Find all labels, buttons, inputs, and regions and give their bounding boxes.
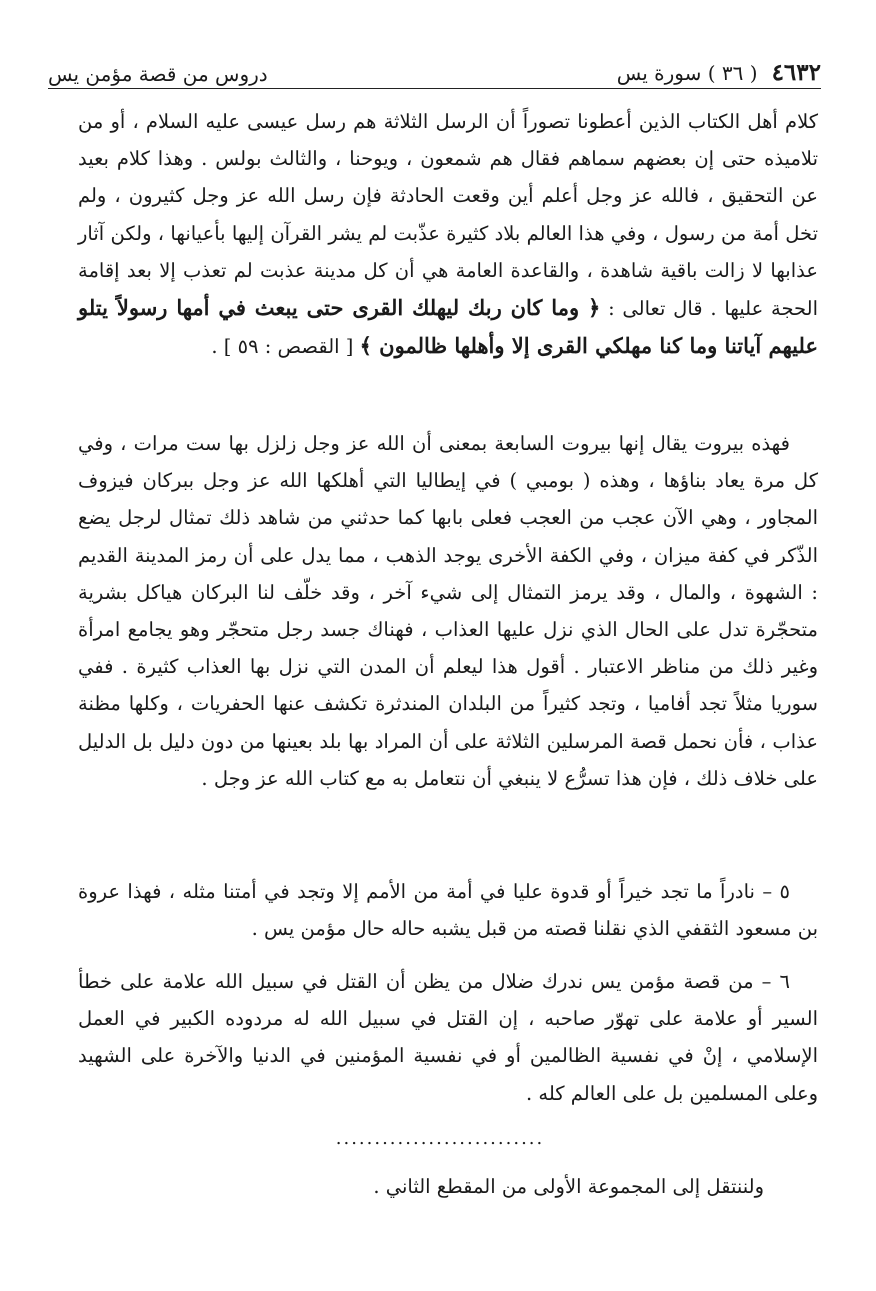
running-header — [48, 50, 821, 86]
quran-quote: ﴿ وما كان ربك ليهلك القرى حتى يبعث في أمها رسولاً يتلو عليهم آياتنا وما كنا مهلكي القرى إلا وأهلها ظالمون ﴾ — [78, 295, 818, 359]
header-right-group — [617, 59, 821, 86]
paragraph-2: فهذه بيروت يقال إنها بيروت السابعة بمعنى أن الله عز وجل زلزل بها ست مرات ، وفي كل مرة يعاد بناؤها ، وهذه ( بومبي ) في إيطاليا التي أهلكها الله عز وجل ببركان فيزوف المجاور ، وهي الآن عجب من العجب فعلى بابها كما حدثني من شاهد ذلك تمثال لرجل يضع الذّكر في كفة ميزان ، وفي الكفة الأخرى يوجد الذهب ، مما يدل على أن رمز المدينة القديم : الشهوة ، والمال ، وقد يرمز التمثال إلى شيء آخر ، وقد خلّف لنا البركان هياكل بشرية متحجّرة تدل على الحال الذي نزل عليها العذاب ، فهناك جسد رجل متحجّر وهو يجامع امرأة وغير ذلك من مناظر الاعتبار . أقول هذا ليعلم أن المدن التي نزل بها العذاب كثيرة . ففي سوريا مثلاً تجد أفاميا ، وتجد كثيراً من البلدان المندثرة تكشف عنها الحفريات ، وكلها مظنة عذاب ، فأن نحمل قصة المرسلين الثلاثة على أن المراد بها بلد بعينها من دون دليل بل الدليل على خلاف ذلك ، فإن هذا تسرُّع لا ينبغي أن نتعامل به مع كتاب الله عز وجل . — [78, 432, 818, 790]
paragraph-point-5: ٥ – نادراً ما تجد خيراً أو قدوة عليا في أمة من الأمم إلا وتجد في أمتنا مثله ، فهذا عروة بن مسعود الثقفي الذي نقلنا قصته من قبل يشبه حاله حال مؤمن يس . — [78, 880, 818, 941]
paragraph-1-text: كلام أهل الكتاب الذين أعطونا تصوراً أن الرسل الثلاثة هم رسل عيسى عليه السلام ، أو من تلاميذه حتى إن بعضهم سماهم فقال هم شمعون ، ويوحنا ، والثالث بولس . وهذا كلام بعيد عن التحقيق ، فالله عز وجل أعلم أين وقعت الحادثة فإن رسل الله عز وجل كثيرون ، ولم تخل أمة من رسول ، وفي هذا العالم بلاد كثيرة عذّبت لم يشر القرآن إليها بأعيانها ، ولكن آثار عذابها لا زالت باقية شاهدة ، والقاعدة العامة هي أن كل مدينة عذبت لم تعذب إلا بعد إقامة الحجة عليها . قال تعالى : — [78, 110, 819, 321]
dotted-divider: ........................... — [335, 1128, 545, 1149]
closing-line: ولننتقل إلى المجموعة الأولى من المقطع الثاني . — [373, 1175, 764, 1198]
paragraph-point-6: ٦ – من قصة مؤمن يس ندرك ضلال من يظن أن القتل في سبيل الله علامة على خطأ السير أو علامة على تهوّر صاحبه ، إن القتل في سبيل الله له مردوده الكبير في العمل الإسلامي ، إنْ في نفسية الظالمين أو في نفسية المؤمنين في الدنيا والآخرة على الشهيد وعلى المسلمين بل على العالم كله . — [78, 970, 818, 1105]
quran-reference: [ القصص : ٥٩ ] . — [211, 335, 354, 359]
surah-label: ( ٣٦ ) سورة يس — [616, 61, 758, 85]
header-divider — [48, 88, 821, 89]
section-title: دروس من قصة مؤمن يس — [48, 62, 268, 86]
page-number: ٤٦٣٢ — [771, 59, 821, 86]
paragraph-1 — [78, 103, 818, 365]
